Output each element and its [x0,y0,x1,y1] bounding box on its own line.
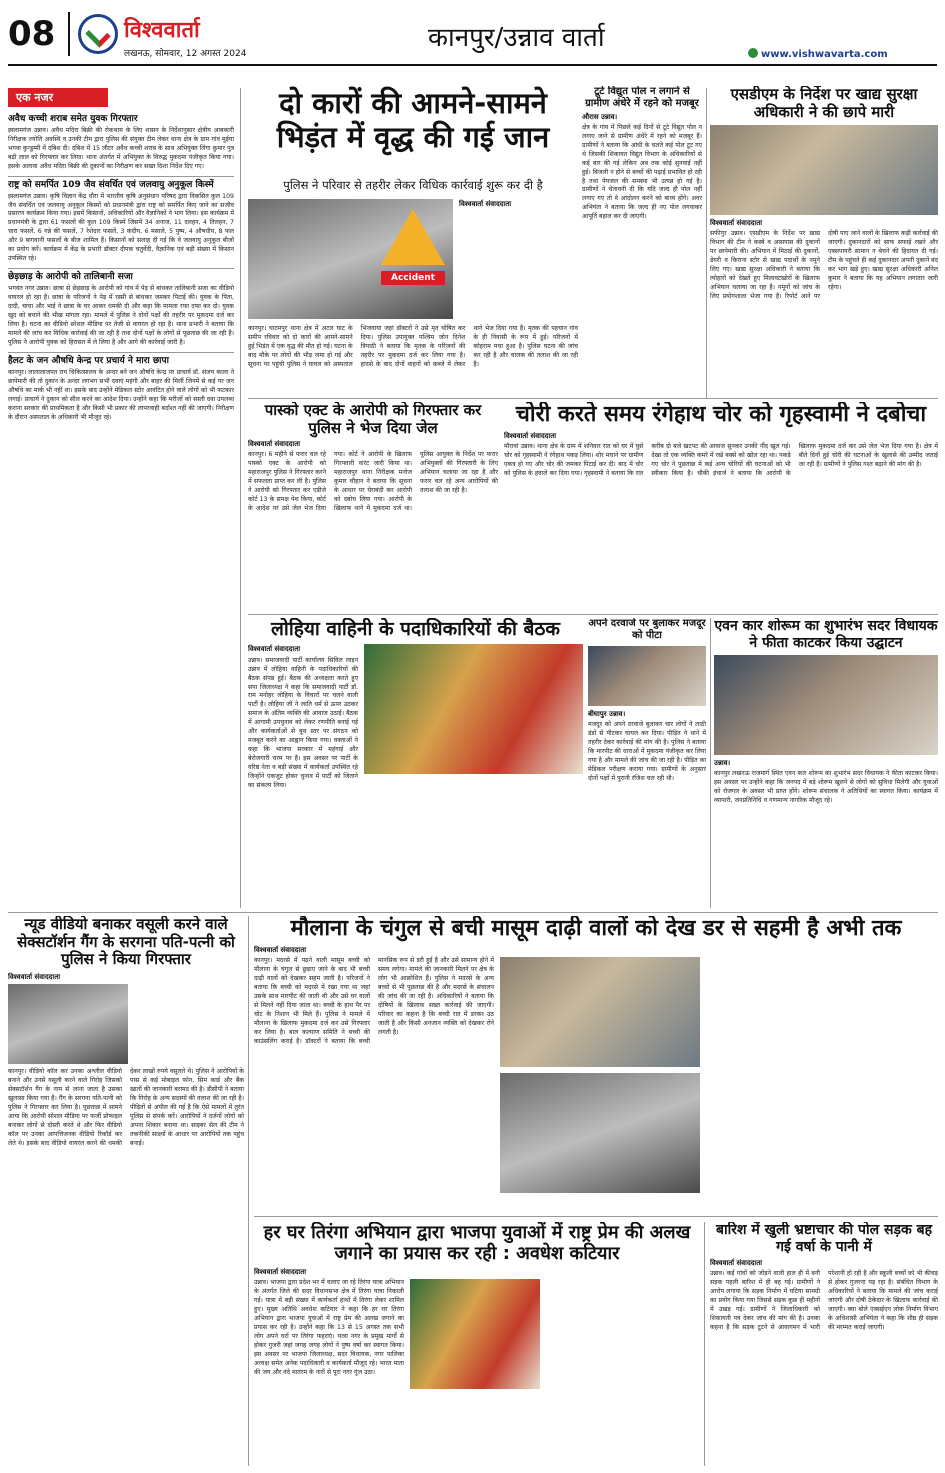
lead-body-col [459,199,578,319]
neighbour-headline: अपने दरवाजे पर बुलाकर मजदूर को पीटा [588,618,706,641]
brief-4-title: हैलट के जन औषधि केन्द्र पर प्रचार्य ने मारा छापा [8,352,234,367]
tiranga-photo [410,1279,540,1389]
thief-body: मौरावां उन्नाव। थाना क्षेत्र के ग्राम में शनिवार रात को घर में घुसे चोर को गृहस्वामी ने रंगेहाथ पकड़ लिया। शोर मचाने पर ग्रामीण एकत्र हो गए और चोर की जमकर पिटाई कर दी। बाद में चोर को पुलिस के हवाले कर दिया गया। गृहस्वामी ने बताया कि रात करीब दो बजे खटपट की आवाज सुनकर उनकी नींद खुल गई। देखा तो एक व्यक्ति कमरे में रखे बक्से को खोल रहा था। पकड़े गए चोर ने पूछताछ में कई अन्य चोरियों की घटनाओं को भी स्वीकार किया है। चौकी इंचार्ज ने बताया कि आरोपी के खिलाफ मुकदमा दर्ज कर उसे जेल भेज दिया गया है। क्षेत्र में बीते दिनों हुई चोरी की घटनाओं के खुलासे की उम्मीद जताई जा रही है। ग्रामीणों ने पुलिस गश्त बढ़ाने की मांग की है। [504,442,938,477]
story-tiranga [254,1222,700,1466]
website[interactable] [748,48,888,60]
story-neighbour [588,618,706,908]
maulana-headline: मौलाना के चंगुल से बची मासूम दाढ़ी वालों को देख डर से सहमी है अभी तक [290,916,902,941]
brief-3-body: भगवंत नगर उन्नाव। छात्रा से छेड़छाड़ के आरोपी को गांव में पेड़ से बांधकर तालिबानी सजा का वीडियो वायरल हो रहा है। छात्रा के परिजनों ने पेड़ में रस्सी से बांधकर जमकर पिटाई की। युवक के पिता, दादी, चाचा और भाई ने छात्रा के घर आकर धमकी दी और कहा कि मामला रफा दफा कर दो। युवक खुद को बचाने की भीख मांगता रहा। मामले में पुलिस ने दोनों पक्षों की तहरीर पर मुकदमा दर्ज कर लिया है। घटना का वीडियो सोशल मीडिया पर तेजी से वायरल हो रहा है। थाना प्रभारी ने बताया कि मामले की जांच कर विधिक कार्रवाई की जा रही है तथा दोनों पक्षों के लोगों से पूछताछ की जा रही है। पुलिस ने आरोपी युवक को हिरासत में ले लिया है और आगे की कार्रवाई जारी है। [8,285,234,347]
maulana-photo-2 [500,1073,700,1193]
story-avon [714,618,938,908]
sidebar-label: एक नजर [8,88,108,107]
tiranga-body: उन्नाव। भाजपा द्वारा प्रदेश भर में चलाए जा रहे तिरंगा यात्रा अभियान के अंतर्गत जिले की सदर विधानसभा क्षेत्र में तिरंगा यात्रा निकाली गई। यात्रा में बड़ी संख्या में कार्यकर्ता हाथों में तिरंगा लेकर शामिल हुए। मुख्य अतिथि अवधेश कटियार ने कहा कि हर घर तिरंगा अभियान द्वारा भाजपा युवाओं में राष्ट्र प्रेम की अलख जगाने का प्रयास कर रही है। उन्होंने कहा कि 13 से 15 अगस्त तक सभी लोग अपने घरों पर तिरंगा फहराएं। यात्रा नगर के प्रमुख मार्गों से होकर गुजरी जहां जगह जगह लोगों ने पुष्प वर्षा कर स्वागत किया। इस अवसर पर भाजपा जिलाध्यक्ष, सदर विधायक, नगर पालिका अध्यक्ष समेत अनेक पदाधिकारी व कार्यकर्ता मौजूद रहे। भारत माता की जय और वंदे मातरम के नारों से पूरा नगर गूंज उठा। [254,1279,404,1377]
lohia-byline: विश्ववार्ता संवाददाता [248,645,301,654]
accident-sign-icon [381,209,445,265]
avon-byline: उन्नाव। [714,759,731,768]
story-extortion [8,916,244,1466]
brief-3-title: छेड़छाड़ के आरोपी को तालिबानी सजा [8,268,234,283]
food-headline: एसडीएम के निर्देश पर खाद्य सुरक्षा अधिकारी ने की छापे मारी [730,86,918,121]
dateline: लखनऊ, सोमवार, 12 अगस्त 2024 [124,49,247,59]
maulana-photo-1 [500,957,700,1067]
lohia-headline: लोहिया वाहिनी के पदाधिकारियों की बैठक [271,618,560,640]
neighbour-byline: बीघापुर उन्नाव। [588,709,626,718]
thief-byline: विश्ववार्ता संवाददाता [504,431,557,440]
lohia-body: उन्नाव। समाजवादी पार्टी कार्यालय सिविल लाइन उन्नाव में लोहिया वाहिनी के पदाधिकारियों की बैठक संपन्न हुई। बैठक की अध्यक्षता करते हुए सपा जिलाध्यक्ष ने कहा कि समाजवादी पार्टी डॉ. राम मनोहर लोहिया के विचारों पर चलने वाली पार्टी है। लोहिया जी ने जाति धर्म से ऊपर उठकर समाज के अंतिम व्यक्ति की आवाज उठाई। बैठक में आगामी उपचुनाव को लेकर रणनीति बनाई गई और कार्यकर्ताओं से बूथ स्तर पर संगठन को मजबूत करने का आह्वान किया गया। वक्ताओं ने कहा कि भाजपा सरकार में महंगाई और बेरोजगारी चरम पर है। इस अवसर पर पार्टी के वरिष्ठ नेता व बड़ी संख्या में कार्यकर्ता उपस्थित रहे जिन्होंने एकजुट होकर चुनाव में पार्टी को जिताने का संकल्प लिया। [248,656,358,790]
accident-label: Accident [381,271,445,285]
brief-4-body: कानपुर। लालालाजपत राय चिकित्सालय के अन्दर बने जन औषधि केन्द्र पर प्राचार्य डॉ. संजय काला ने छापेमारी की तो दुकान के अन्दर लगभग सभी दवाएं महंगी और बाहर की मिलीं जिनमें से कई पर जन औषधि का मार्क भी नहीं था। इसके बाद उन्होंने मेडिकल स्टोर आवंटित होने वाले लोगों को भी फटकार लगाई। प्राचार्य ने दुकान को सील करने का आदेश दिया। उन्होंने कहा कि मरीजों को सस्ती दवा उपलब्ध कराना सरकार की प्राथमिकता है और किसी भी प्रकार की लापरवाही बर्दाश्त नहीं की जाएगी। निरीक्षण के दौरान अस्पताल के अधिकारी भी मौजूद रहे। [8,368,234,421]
extortion-byline: विश्ववार्ता संवाददाता [8,973,61,982]
electric-body: क्षेत्र के गांव में पिछले कई दिनों से टूटे विद्युत पोल न लगाए जाने से ग्रामीण अंधेरे में रहने को मजबूर हैं। ग्रामीणों ने बताया कि आंधी के चलते कई पोल टूट गए थे जिसकी शिकायत विद्युत विभाग के अधिकारियों से कई बार की गई लेकिन अब तक कोई सुनवाई नहीं हुई। बिजली न होने से बच्चों की पढ़ाई प्रभावित हो रही है तथा पेयजल की समस्या भी उत्पन्न हो गई है। ग्रामीणों ने चेतावनी दी कि यदि जल्द ही पोल नहीं लगाए गए तो वे आंदोलन करने को बाध्य होंगे। अवर अभियंता ने बताया कि जल्द ही नए पोल लगवाकर आपूर्ति बहाल कर दी जाएगी। [582,123,702,221]
page-number: 08 [8,12,70,56]
story-road [710,1222,938,1466]
extortion-headline: न्यूड वीडियो बनाकर वसूली करने वाले सेक्सटॉर्शन गैंग के सरगना पति-पत्नी को पुलिस ने किया गिरफ्तार [17,916,235,969]
avon-headline: एवन कार शोरूम का शुभारंभ सदर विधायक ने फीता काटकर किया उद्घाटन [714,618,938,651]
avon-photo [714,655,938,755]
pocso-headline: पास्को एक्ट के आरोपी को गिरफ्तार कर पुलिस ने भेज दिया जेल [264,402,482,437]
brief-2-body: इस्लामगंज उन्नाव। कृषि विज्ञान केंद्र धौरा में भारतीय कृषि अनुसंधान परिषद द्वारा विकसित कुल 109 जैव संवर्धित एवं जलवायु अनुकूल किस्मों को प्रधानमंत्री द्वारा राष्ट्र को समर्पित किए जाने का सजीव प्रसारण कार्यक्रम किया गया। इसमें किसानों, अधिकारियों और वैज्ञानिकों ने भाग लिया। इस कार्यक्रम में प्रधानमंत्री के द्वारा 61 फसलों की कुल 109 किस्में जिसमें 34 अनाज, 11 दलहन, 4 तिलहन, 7 चारा फसलें, 6 गन्ने की फसलें, 7 रेशेदार फसलें, 3 कंदीय, 6 मसाले, 5 पुष्प, 4 औषधीय, 8 फल और 9 बागवानी फसलों के बीज शामिल हैं। किसानों को सलाह दी गई कि वे जलवायु अनुकूल बीजों का प्रयोग करें। कार्यक्रम में केंद्र के प्रभारी डॉक्टर दीपक चतुर्वेदी, वैज्ञानिक एवं बड़ी संख्या में किसान उपस्थित रहे। [8,192,234,263]
extortion-body: कानपुर। वीडियो कॉल कर उनका अश्लील वीडियो बनाने और उनसे वसूली करने वाले गिरोह जिसको सेक्सटॉर्शन गैंग के नाम से जाना जाता है उसका खुलासा किया गया है। गैंग के सरगना पति-पत्नी को पुलिस ने गिरफ्तार कर लिया है। पूछताछ में सामने आया कि आरोपी सोशल मीडिया पर फर्जी प्रोफाइल बनाकर लोगों से दोस्ती करते थे और फिर वीडियो कॉल पर उनका आपत्तिजनक वीडियो रिकॉर्ड कर लेते थे। इसके बाद वीडियो वायरल करने की धमकी देकर लाखों रुपये वसूलते थे। पुलिस ने आरोपियों के पास से कई मोबाइल फोन, सिम कार्ड और बैंक खातों की जानकारी बरामद की है। डीसीपी ने बताया कि गिरोह के अन्य सदस्यों की तलाश की जा रही है। पीड़ितों से अपील की गई है कि ऐसे मामलों में तुरंत पुलिस से संपर्क करें। आरोपियों ने दर्जनों लोगों को अपना शिकार बनाया था। साइबर सेल की टीम ने तकनीकी साक्ष्यों के आधार पर आरोपियों तक पहुंच बनाई। [8,1068,244,1147]
extortion-photo [8,984,128,1064]
section-title: कानपुर/उन्नाव वार्ता [428,23,605,53]
food-photo [710,125,938,215]
food-byline: विश्ववार्ता संवाददाता [710,219,763,228]
electric-headline: टूटे विद्युत पोल न लगाने से ग्रामीण अंधेरे में रहने को मजबूर [585,86,699,109]
lead-byline: विश्ववार्ता संवाददाता [459,200,512,208]
tiranga-byline: विश्ववार्ता संवाददाता [254,1268,307,1277]
road-byline: विश्ववार्ता संवाददाता [710,1259,763,1268]
lohia-photo [364,644,583,774]
brand-logo [78,14,118,54]
maulana-body: कानपुर। मदरसे में पढ़ने वाली मासूम बच्ची को मौलाना के चंगुल से छुड़ाए जाने के बाद भी बच्ची दाढ़ी वालों को देखकर सहम जाती है। परिजनों ने बताया कि बच्ची को मदरसे में रखा गया था जहां उसके साथ मारपीट की जाती थी और उसे घर वालों से मिलने नहीं दिया जाता था। बच्ची के हाथ पैर पर चोट के निशान भी मिले हैं। पुलिस ने मामले में मौलाना के खिलाफ मुकदमा दर्ज कर उसे गिरफ्तार कर लिया है। बाल कल्याण समिति ने बच्ची की काउंसलिंग कराई है। डॉक्टरों ने बताया कि बच्ची मानसिक रूप से डरी हुई है और उसे सामान्य होने में समय लगेगा। मामले की जानकारी मिलने पर क्षेत्र के लोग भी आक्रोशित हैं। पुलिस ने मदरसे के अन्य बच्चों से भी पूछताछ की है और मदरसे के संचालन की जांच की जा रही है। अधिकारियों ने बताया कि दोषियों के खिलाफ सख्त कार्रवाई की जाएगी। परिवार का कहना है कि बच्ची रात में डरकर उठ जाती है और किसी अनजान व्यक्ति को देखकर रोने लगती है। [254,956,494,1045]
lead-subheadline: पुलिस ने परिवार से तहरीर लेकर विधिक कार्रवाई शुरू कर दी है [283,178,543,192]
website-text: www.vishwavarta.com [761,49,888,60]
neighbour-body: मजदूर को अपने दरवाजे बुलाकर चार लोगों ने लाठी डंडों से पीटकर घायल कर दिया। पीड़ित ने थाने में तहरीर देकर कार्रवाई की मांग की है। पुलिस ने बताया कि मारपीट की धाराओं में मुकदमा पंजीकृत कर लिया गया है और मामले की जांच की जा रही है। पीड़ित का मेडिकल परीक्षण कराया गया। ग्रामीणों के अनुसार दोनों पक्षों में पुरानी रंजिश चल रही थी। [588,720,706,782]
pocso-body: कानपुर। 6 महीने से फरार चल रहे पास्को एक्ट के आरोपी को महाराजपुर पुलिस ने गिरफ्तार करने में सफलता प्राप्त कर ली है। पुलिस ने आरोपी को गिरफ्तार कर एडीजे कोर्ट 13 के समक्ष पेश किया, कोर्ट के आदेश पर उसे जेल भेज दिया गया। कोर्ट ने आरोपी के खिलाफ गिरफ्तारी वारंट जारी किया था। महाराजपुर थाना निरीक्षक मनोज कुमार चौहान ने बताया कि सूचना के आधार पर घेराबंदी कर आरोपी को दबोच लिया गया। आरोपी के खिलाफ थाने में मुकदमा दर्ज था। पुलिस आयुक्त के निर्देश पर फरार अभियुक्तों की गिरफ्तारी के लिए अभियान चलाया जा रहा है और फरार चल रहे अन्य आरोपियों की तलाश की जा रही है। [248,451,498,513]
story-electric [582,86,702,396]
thief-headline: चोरी करते समय रंगेहाथ चोर को गृहस्वामी ने दबोचा [515,402,927,427]
avon-body: कानपुर लखनऊ राजमार्ग स्थित एवन कार शोरूम का शुभारंभ सदर विधायक ने फीता काटकर किया। इस अवसर पर उन्होंने कहा कि जनपद में बड़े शोरूम खुलने से लोगों को सुविधा मिलेगी और युवाओं को रोजगार के अवसर भी प्राप्त होंगे। शोरूम संचालक ने अतिथियों का स्वागत किया। कार्यक्रम में व्यापारी, जनप्रतिनिधि व गणमान्य नागरिक मौजूद रहे। [714,770,938,804]
masthead [8,8,937,66]
pocso-byline: विश्ववार्ता संवाददाता [248,440,301,449]
electric-byline: औरास उन्नाव। [582,112,618,121]
brief-1-body: इस्लामगंज उन्नाव। अवैध मदिरा बिक्री की रोकथाम के लिए शासन के निर्देशानुसार क्षेत्रीय आबकारी निरीक्षक ज्योति अवस्थि व उनकी टीम द्वारा पुलिस की संयुक्त टीम लेकर थाना क्षेत्र के ग्राम गांव मुईया भगवा कुन्डुम्मी में दबिश दी। दबिश में 15 लीटर अवैध कच्ची शराब के साथ अभियुक्त लिंगा कुमार पुत्र बद्री लाल को गिरफ्तार कर लिया। थाना अंतर्गत में अभियुक्त के विरुद्ध मुकदमा पंजीकृत किया गया। इसके अलावा अवैध मदिरा बिक्री की दुकानों का निरीक्षण कर सख्त दिशा निर्देश दिए गए। [8,126,234,170]
lead-headline: दो कारों की आमने-सामने भिड़ंत में वृद्ध की गई जान [276,86,550,155]
maulana-byline: विश्ववार्ता संवाददाता [254,945,307,954]
story-maulana [254,916,938,1216]
story-lohia [248,618,583,908]
brand-name: विश्ववार्ता [124,18,200,43]
brief-2-title: राष्ट्र को समर्पित 109 जैव संवर्धित एवं जलवायु अनुकूल किस्में [8,176,234,191]
lead-photo [248,199,453,319]
story-thief [504,402,938,610]
brief-1-title: अवैध कच्ची शराब समेत युवक गिरफ्तार [8,114,138,124]
neighbour-photo [588,646,706,706]
road-body: उन्नाव। कई गांवों को जोड़ने वाली हाल ही में बनी सड़क पहली बारिश में ही बह गई। ग्रामीणों ने आरोप लगाया कि सड़क निर्माण में घटिया सामग्री का प्रयोग किया गया जिससे सड़क कुछ ही महीनों में उखड़ गई। ग्रामीणों ने जिलाधिकारी को शिकायती पत्र देकर जांच की मांग की है। उनका कहना है कि सड़क टूटने से आवागमन में भारी परेशानी हो रही है और स्कूली बच्चों को भी कीचड़ से होकर गुजरना पड़ रहा है। संबंधित विभाग के अधिकारियों ने बताया कि मामले की जांच कराई जाएगी और दोषी ठेकेदार के खिलाफ कार्रवाई की जाएगी। क्या बोले एक्सईएन लोक निर्माण विभाग के अधिशासी अभियंता ने कहा कि शीघ्र ही सड़क की मरम्मत कराई जाएगी। [710,1270,938,1331]
story-pocso [248,402,498,610]
story-food [710,86,938,396]
road-headline: बारिश में खुली भ्रष्टाचार की पोल सड़क बह गई वर्षा के पानी में [715,1222,933,1255]
lead-body: कानपुर। घाटमपुर थाना क्षेत्र में अटल घाट के समीप रविवार को दो कारों की आमने-सामने हुई भिड़ंत में एक वृद्ध की मौत हो गई। घटना के बाद मौके पर लोगों की भीड़ जमा हो गई और सूचना पर पहुंची पुलिस ने घायल को अस्पताल भिजवाया जहां डॉक्टरों ने उसे मृत घोषित कर दिया। पुलिस उपायुक्त पश्चिम जोन दिनेश त्रिपाठी ने बताया कि मृतक के परिजनों की तहरीर पर मुकदमा दर्ज कर लिया गया है। हादसे के बाद दोनों वाहनों को कब्जे में लेकर थाने भेज दिया गया है। मृतक की पहचान गांव के ही निवासी के रूप में हुई। परिजनों में कोहराम मचा हुआ है। पुलिस घटना की जांच कर रही है और चालक की तलाश की जा रही है। [248,325,578,368]
globe-icon [748,48,758,58]
food-body: सफीपुर उन्नाव। एसडीएम के निर्देश पर खाद्य विभाग की टीम ने कस्बे व आसपास की दुकानों पर छापेमारी की। अभियान में मिठाई की दुकानों, डेयरी व किराना स्टोर से खाद्य पदार्थों के नमूने लिए गए। खाद्य सुरक्षा अधिकारी ने बताया कि त्योहारों को देखते हुए मिलावटखोरों के खिलाफ अभियान चलाया जा रहा है। नमूनों को जांच के लिए प्रयोगशाला भेजा गया है। रिपोर्ट आने पर दोषी पाए जाने वालों के खिलाफ कड़ी कार्रवाई की जाएगी। दुकानदारों को साफ सफाई रखने और एक्सपायरी सामान न बेचने की हिदायत दी गई। टीम के पहुंचते ही कई दुकानदार अपनी दुकानें बंद कर भाग खड़े हुए। खाद्य सुरक्षा अधिकारी अनिल कुमार ने बताया कि यह अभियान लगातार जारी रहेगा। [710,230,938,301]
tiranga-headline: हर घर तिरंगा अभियान द्वारा भाजपा युवाओं में राष्ट्र प्रेम की अलख जगाने का प्रयास कर रही : अवधेश कटियार [263,1222,691,1265]
